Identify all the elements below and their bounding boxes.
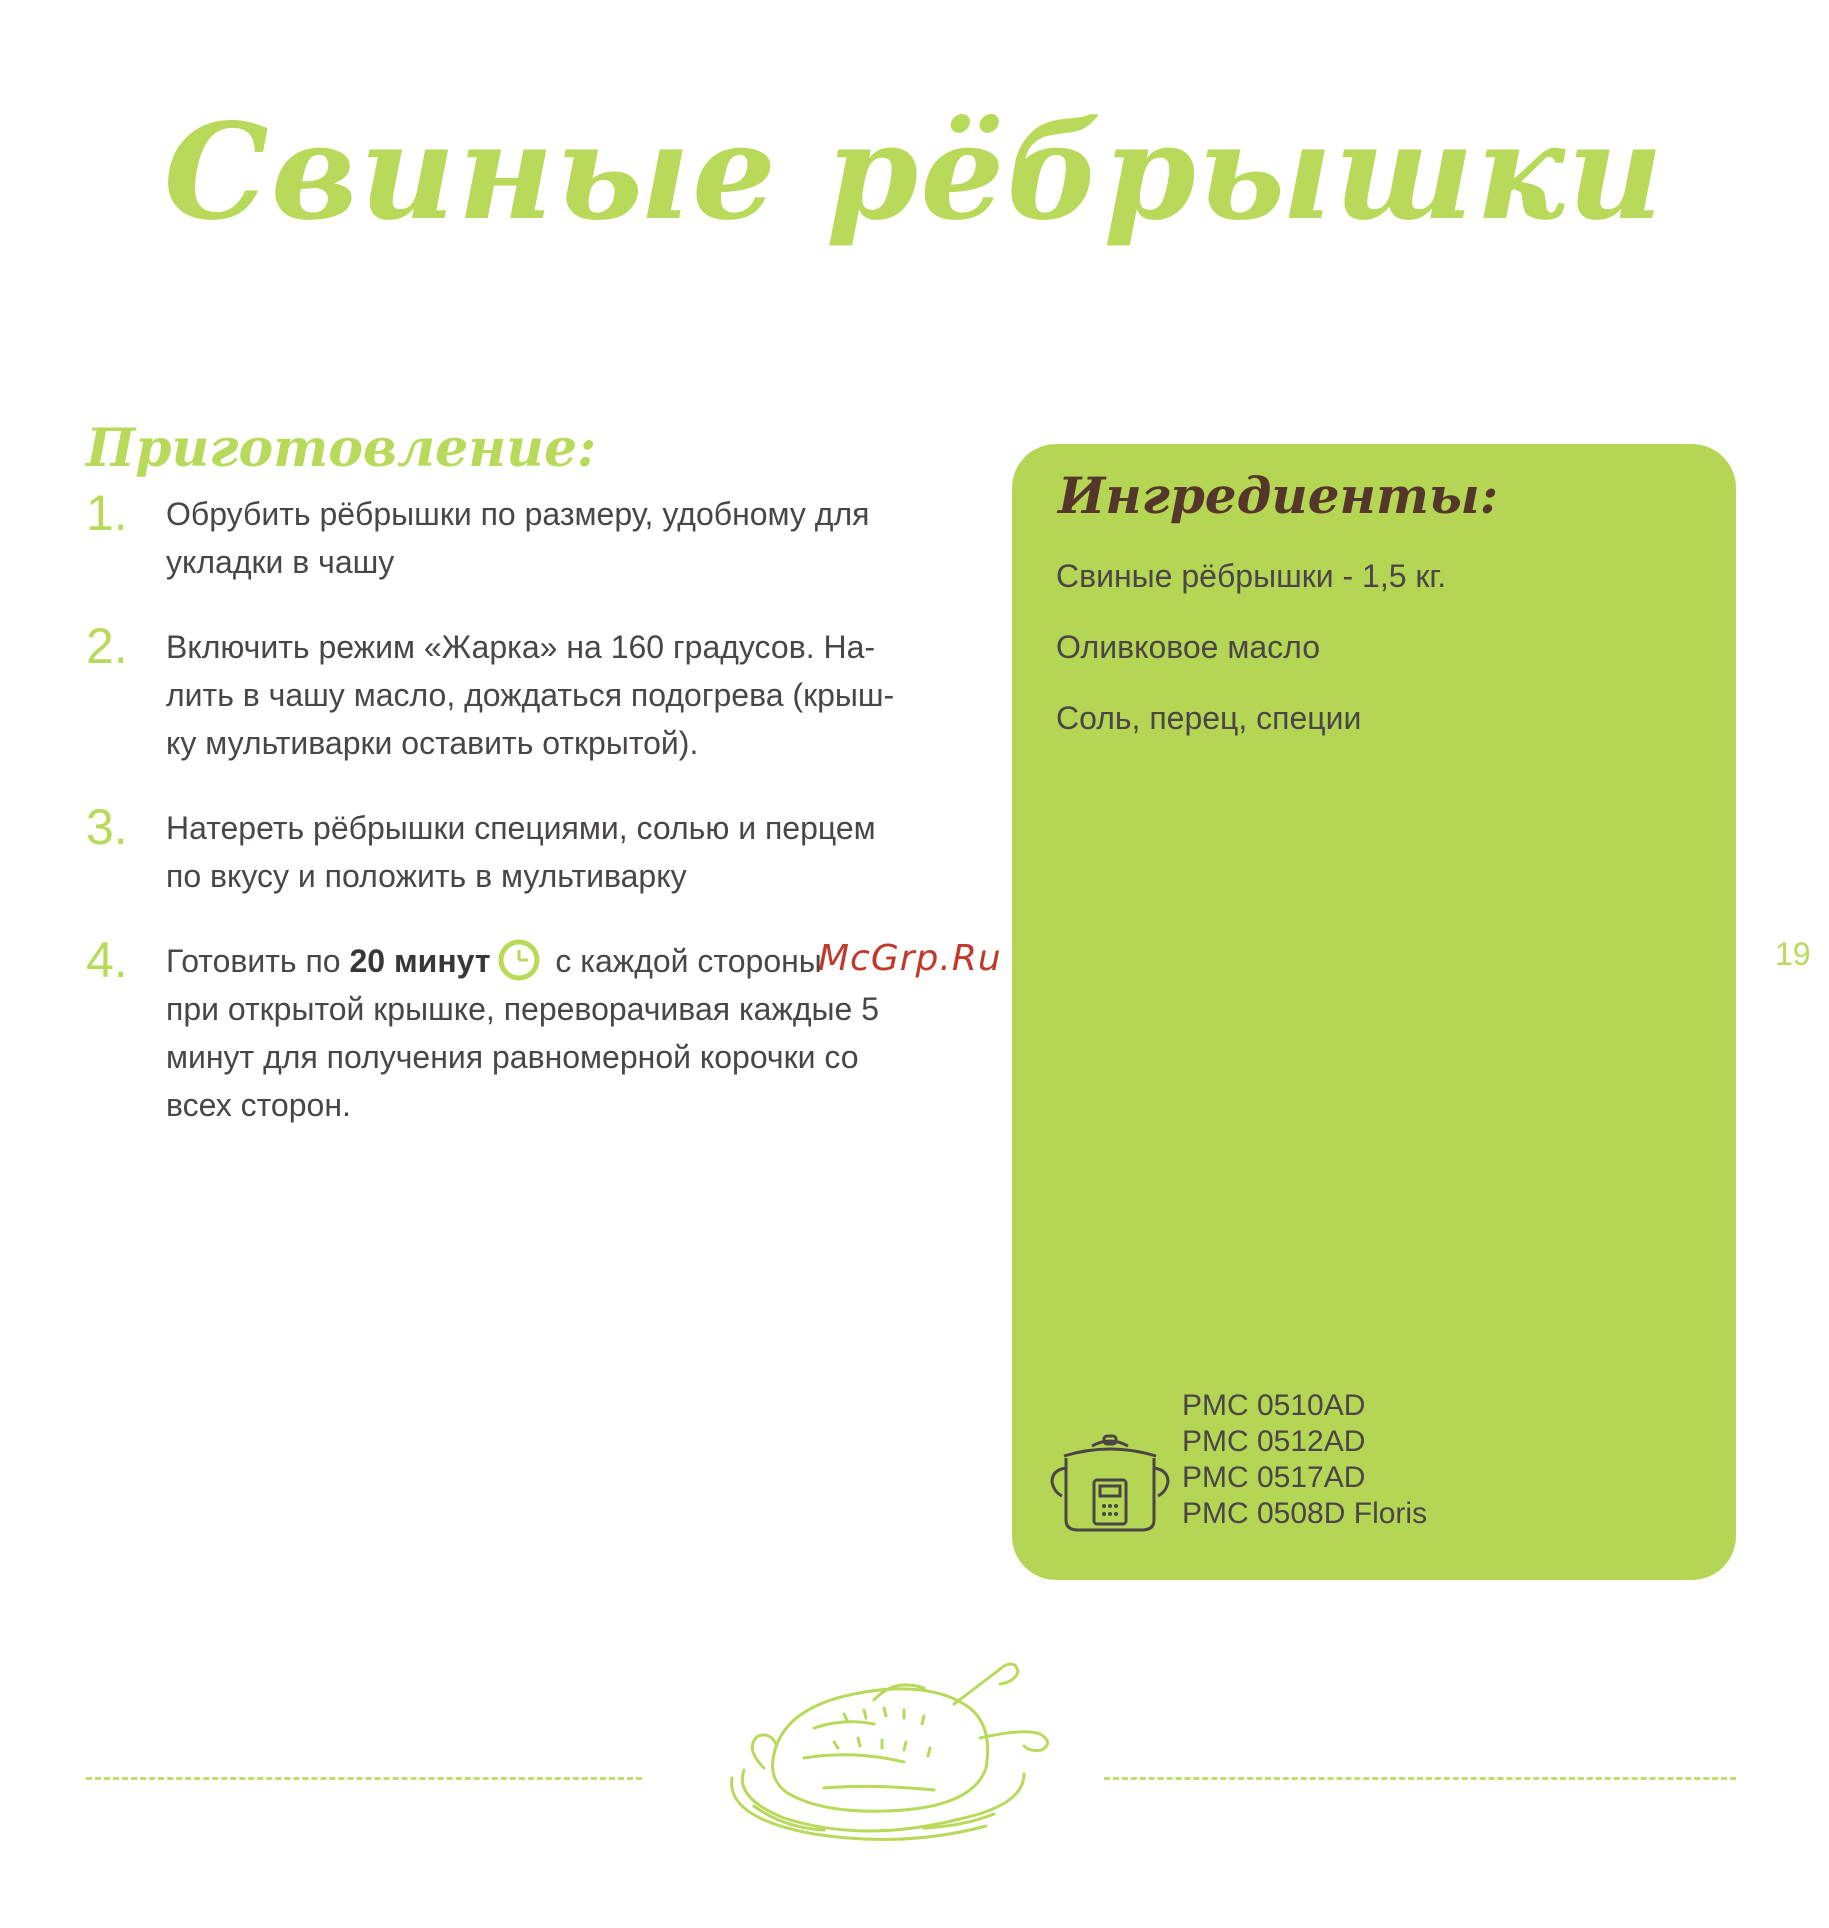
divider-left [86, 1777, 642, 1780]
step-1 [86, 485, 986, 586]
step-line-suffix: с каждой стороны [546, 943, 822, 979]
step-line-prefix: Готовить по [166, 943, 350, 979]
step-line: Включить режим «Жарка» на 160 градусов. На- [166, 629, 876, 665]
step-number: 2. [86, 618, 128, 674]
ingredient-item: Оливковое масло [1056, 629, 1320, 665]
step-text [166, 490, 986, 586]
step-line: укладки в чашу [166, 544, 395, 580]
divider-right [1104, 1777, 1736, 1780]
preparation-heading: Приготовление: [86, 418, 597, 479]
page-number: 19 [1775, 936, 1811, 972]
model-name: PMC 0512AD [1182, 1425, 1366, 1458]
ingredient-item: Соль, перец, специи [1056, 700, 1362, 736]
step-text [166, 623, 986, 767]
ingredients-panel [1012, 444, 1736, 1580]
step-text [166, 804, 986, 900]
step-3 [86, 799, 986, 900]
ingredient-item: Свиные рёбрышки - 1,5 кг. [1056, 558, 1447, 594]
step-line: Натереть рёбрышки специями, солью и перцем [166, 810, 876, 846]
step-line: минут для получения равномерной корочки со [166, 1039, 859, 1075]
step-line: Обрубить рёбрышки по размеру, удобному для [166, 496, 870, 532]
multicooker-icon [1048, 1434, 1172, 1534]
step-number: 1. [86, 485, 128, 541]
ingredients-heading: Ингредиенты: [1058, 466, 1499, 525]
page-title: Свиные рёбрышки [163, 95, 1666, 250]
step-number: 3. [86, 799, 128, 855]
step-line: всех сторон. [166, 1087, 351, 1123]
model-name: PMC 0510AD [1182, 1389, 1366, 1422]
preparation-steps [86, 485, 986, 1166]
model-name: PMC 0517AD [1182, 1461, 1366, 1494]
cook-time: 20 минут [349, 943, 491, 979]
roast-chicken-icon [724, 1658, 1056, 1842]
step-line: ку мультиварки оставить открытой). [166, 725, 699, 761]
compatible-models [1182, 1388, 1427, 1532]
step-line: при открытой крышке, переворачивая каждые 5 [166, 991, 880, 1027]
model-name: PMC 0508D Floris [1182, 1497, 1428, 1530]
step-2 [86, 618, 986, 767]
watermark: McGrp.Ru [818, 938, 1002, 979]
clock-icon [497, 938, 541, 982]
ingredients-list [1056, 552, 1446, 765]
step-line: лить в чашу масло, дождаться подогрева (крыш- [166, 677, 895, 713]
step-line: по вкусу и положить в мультиварку [166, 858, 687, 894]
step-number: 4. [86, 932, 128, 988]
